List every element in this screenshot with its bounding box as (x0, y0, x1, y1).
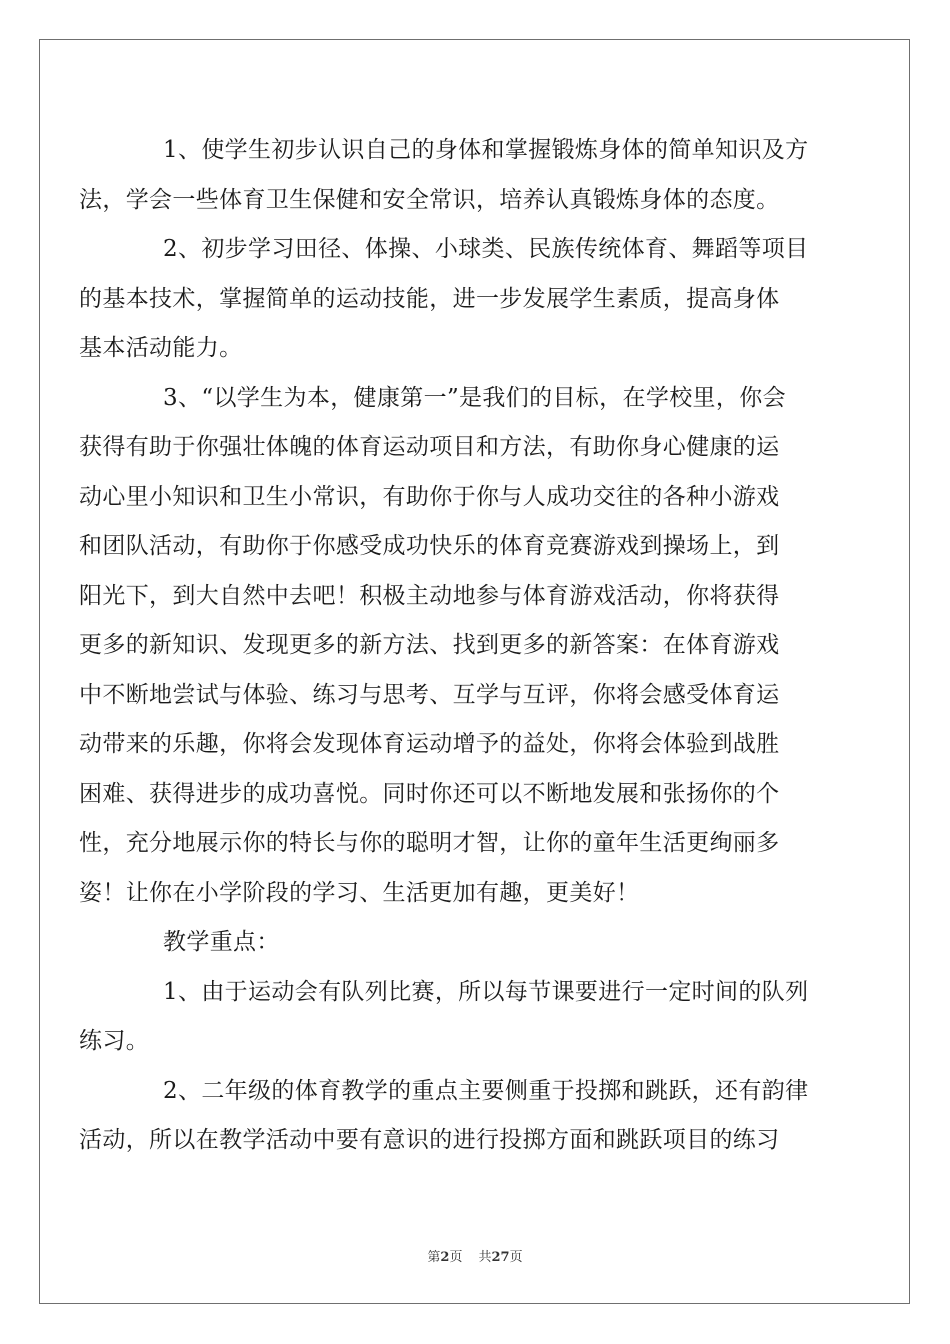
text-line: 阳光下，到大自然中去吧！积极主动地参与体育游戏活动，你将获得 (79, 582, 780, 609)
text-line: 获得有助于你强壮体魄的体育运动项目和方法，有助你身心健康的运 (79, 434, 780, 460)
text-line: 2、初步学习田径、体操、小球类、民族传统体育、舞蹈等项目 (163, 236, 809, 262)
text-line: 2、二年级的体育教学的重点主要侧重于投掷和跳跃，还有韵律 (163, 1077, 809, 1104)
text-line: 姿！让你在小学阶段的学习、生活更加有趣，更美好！ (79, 879, 640, 906)
text-line: 和团队活动，有助你于你感受成功快乐的体育竞赛游戏到操场上，到 (79, 533, 780, 559)
page-total: 共27页 (478, 1250, 523, 1265)
text-line: 动心里小知识和卫生小常识，有助你于你与人成功交往的各种小游戏 (79, 483, 780, 510)
text-line: 活动，所以在教学活动中要有意识的进行投掷方面和跳跃项目的练习 (79, 1127, 780, 1153)
text-line: 中不断地尝试与体验、练习与思考、互学与互评，你将会感受体育运 (79, 681, 780, 708)
text-line: 法，学会一些体育卫生保健和安全常识，培养认真锻炼身体的态度。 (79, 186, 780, 213)
text-line: 性，充分地展示你的特长与你的聪明才智，让你的童年生活更绚丽多 (79, 830, 780, 856)
text-line: 练习。 (79, 1028, 150, 1054)
page-number: 第2页 (427, 1250, 463, 1265)
text-line: 1、由于运动会有队列比赛，所以每节课要进行一定时间的队列 (163, 978, 809, 1005)
section-heading: 教学重点： (163, 929, 280, 955)
text-line: 动带来的乐趣，你将会发现体育运动增予的益处，你将会体验到战胜 (79, 731, 780, 757)
text-line: 1、使学生初步认识自己的身体和掌握锻炼身体的简单知识及方 (163, 137, 809, 163)
page-footer (0, 1246, 950, 1265)
document-body (79, 126, 839, 1166)
text-line: 3、“以学生为本，健康第一”是我们的目标，在学校里，你会 (163, 384, 786, 411)
text-line: 困难、获得进步的成功喜悦。同时你还可以不断地发展和张扬你的个 (79, 780, 780, 807)
text-line: 基本活动能力。 (79, 335, 243, 361)
text-line: 更多的新知识、发现更多的新方法、找到更多的新答案：在体育游戏 (79, 632, 780, 658)
text-line: 的基本技术，掌握简单的运动技能，进一步发展学生素质，提高身体 (79, 285, 780, 312)
